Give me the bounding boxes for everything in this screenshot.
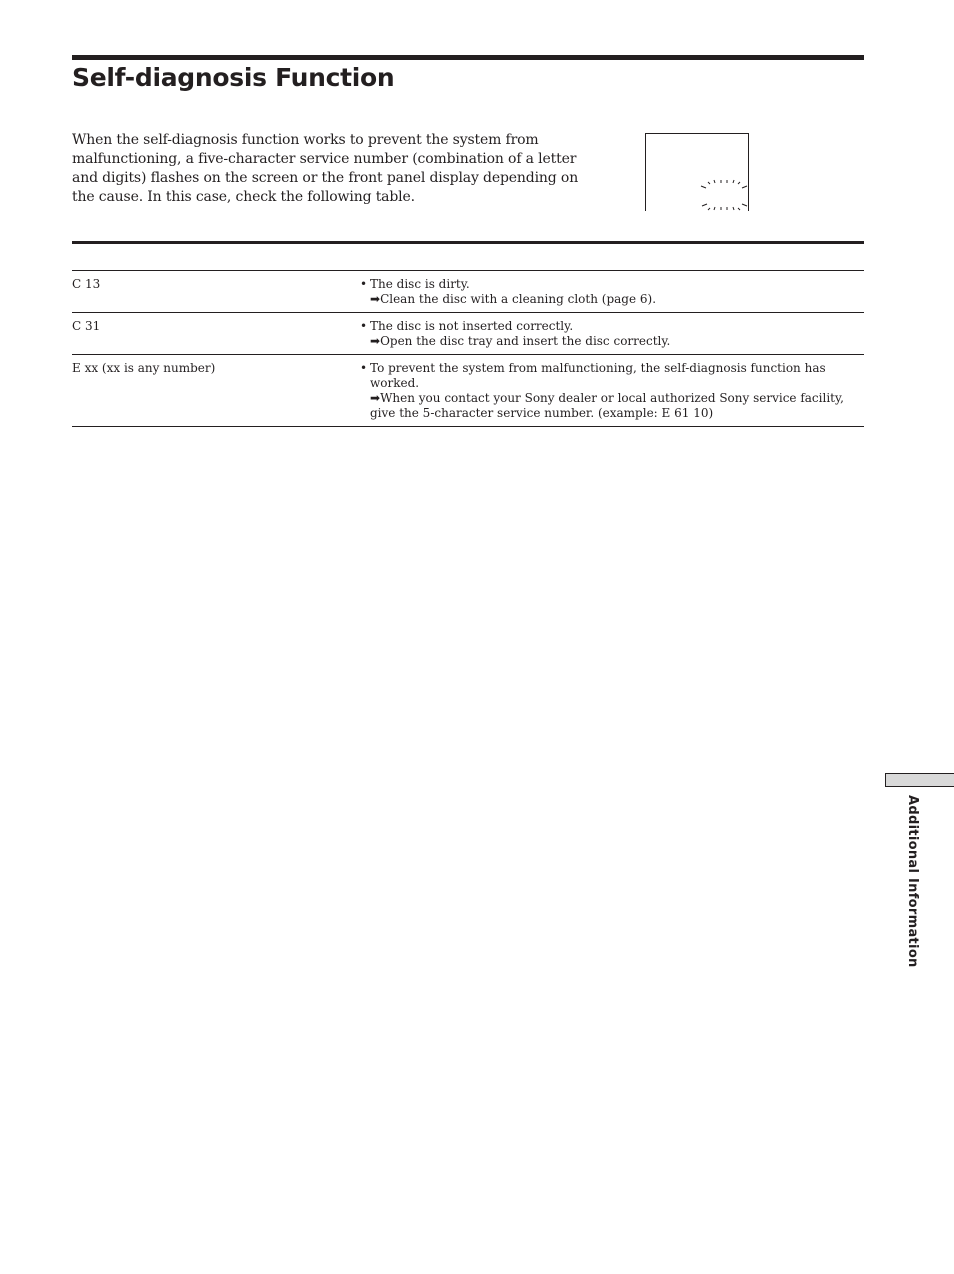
table-rule bbox=[72, 241, 864, 244]
cause-remedy bbox=[360, 271, 864, 312]
service-number-table bbox=[72, 270, 864, 427]
bullet: • bbox=[360, 277, 368, 291]
table-row bbox=[72, 271, 864, 313]
page-title: Self-diagnosis Function bbox=[72, 63, 395, 92]
intro-paragraph: When the self-diagnosis function works to prevent the system from malfunctioning, a five-character service number (combination of a letter and digits) flashes on the screen or the front panel display depending on the cause. In this case, check the following table. bbox=[72, 132, 579, 205]
arrow-icon: ➡ bbox=[370, 334, 381, 348]
cause-remedy bbox=[360, 355, 864, 426]
service-code: C 13 bbox=[72, 277, 101, 291]
cause-text: The disc is not inserted correctly. bbox=[370, 319, 574, 333]
table-row bbox=[72, 313, 864, 355]
service-code: E xx (xx is any number) bbox=[72, 361, 216, 375]
arrow-icon: ➡ bbox=[370, 292, 381, 306]
cause-text: To prevent the system from malfunctioning, the self-diagnosis function has worked. bbox=[370, 361, 826, 390]
section-label: Additional Information bbox=[905, 795, 920, 968]
remedy-text: When you contact your Sony dealer or local authorized Sony service facility, give the 5-character service number. (example: E 61 10) bbox=[370, 391, 844, 420]
cause-remedy bbox=[360, 313, 864, 354]
cause-text: The disc is dirty. bbox=[370, 277, 470, 291]
title-rule bbox=[72, 55, 864, 60]
remedy-text: Clean the disc with a cleaning cloth (page 6). bbox=[380, 292, 657, 306]
remedy-text: Open the disc tray and insert the disc correctly. bbox=[380, 334, 671, 348]
section-tab bbox=[885, 773, 954, 787]
bullet: • bbox=[360, 319, 368, 333]
arrow-icon: ➡ bbox=[370, 391, 381, 405]
flashing-display-icon bbox=[646, 134, 750, 212]
screen-illustration bbox=[645, 133, 749, 211]
table-row bbox=[72, 355, 864, 427]
bullet: • bbox=[360, 361, 368, 375]
service-code: C 31 bbox=[72, 319, 101, 333]
